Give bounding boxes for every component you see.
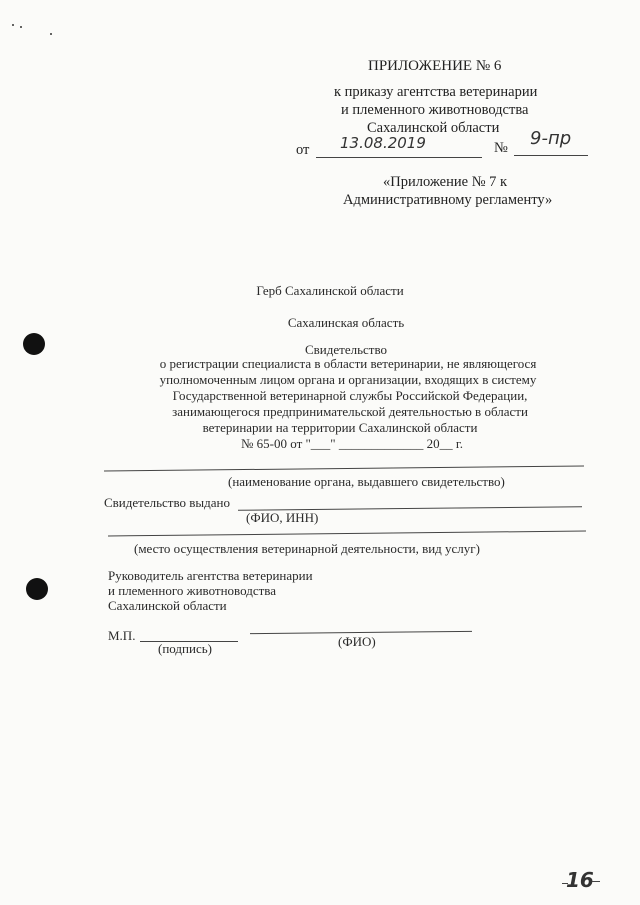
appendix-title: ПРИЛОЖЕНИЕ № 6 <box>368 58 502 74</box>
from-label: от <box>296 142 310 158</box>
place-caption: (место осуществления ветеринарной деятельности, вид услуг) <box>134 541 480 556</box>
order-line-2: и племенного животноводства <box>341 102 529 118</box>
signature-caption: (подпись) <box>158 641 212 656</box>
certificate-desc-line-1: о регистрации специалиста в области ветеринарии, не являющегося <box>159 356 537 371</box>
head-title-line-2: и племенного животноводства <box>108 583 277 598</box>
page-number: 16 <box>566 868 594 892</box>
certificate-desc-line-2: уполномоченным лицом органа и организации, входящих в систему <box>159 372 537 387</box>
order-line-3: Сахалинской области <box>367 120 500 136</box>
fio-caption: (ФИО) <box>338 634 376 649</box>
number-handwritten: 9-пр <box>530 128 572 149</box>
scan-speck <box>50 33 52 35</box>
scan-speck <box>20 26 22 28</box>
date-line <box>316 157 482 158</box>
coat-of-arms: Герб Сахалинской области <box>256 283 404 298</box>
certificate-title: Свидетельство <box>304 342 388 357</box>
certificate-desc-line-3: Государственной ветеринарной службы Российской Федерации, <box>172 388 528 403</box>
mp-label: М.П. <box>108 628 136 643</box>
issued-to-label: Свидетельство выдано <box>104 495 230 510</box>
annex-line-1: «Приложение № 7 к <box>383 174 508 190</box>
fio-inn-caption: (ФИО, ИНН) <box>246 510 319 525</box>
issuer-caption: (наименование органа, выдавшего свидетельство) <box>228 474 505 489</box>
date-handwritten: 13.08.2019 <box>340 134 426 152</box>
punch-hole-bottom <box>26 578 48 600</box>
head-title-line-1: Руководитель агентства ветеринарии <box>108 568 313 583</box>
number-line <box>514 155 588 156</box>
place-line <box>108 530 586 536</box>
annex-line-2: Административному регламенту» <box>343 192 553 208</box>
head-title-line-3: Сахалинской области <box>108 598 227 613</box>
page-number-dash <box>592 881 600 882</box>
issuer-line <box>104 465 584 471</box>
certificate-desc-line-4: занимающегося предпринимательской деятельностью в области <box>172 404 528 419</box>
certificate-desc-line-5: ветеринарии на территории Сахалинской области <box>202 420 478 435</box>
region-name: Сахалинская область <box>287 315 405 330</box>
certificate-number-line: № 65-00 от "___" _____________ 20__ г. <box>241 436 463 451</box>
page-number-dash <box>562 883 568 884</box>
number-label: № <box>494 140 508 156</box>
order-line-1: к приказу агентства ветеринарии <box>334 84 538 100</box>
punch-hole-top <box>23 333 45 355</box>
scan-speck <box>12 24 14 26</box>
